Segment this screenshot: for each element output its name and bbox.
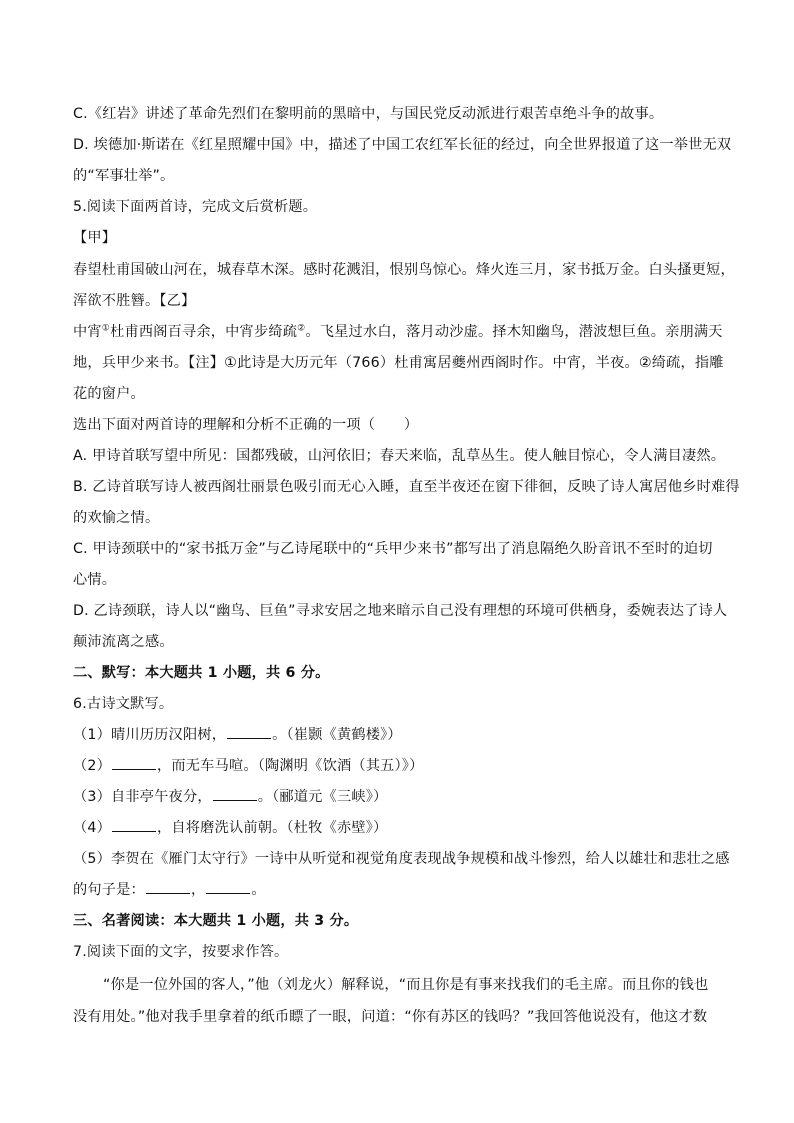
answer-blank[interactable] (227, 725, 271, 739)
answer-blank[interactable] (206, 880, 250, 894)
question-6-heading: 6.古诗文默写。 (73, 696, 174, 712)
answer-blank[interactable] (213, 787, 257, 801)
footnote-mark-1: ① (101, 323, 111, 334)
answer-blank[interactable] (112, 818, 156, 832)
poem-yi-text-b: 杜甫西阁百寻余，中宵步绮疏 (110, 324, 298, 340)
dictation-item-1: （1）晴川历历汉阳树， 。（崔颢《黄鹤楼》） (73, 727, 402, 743)
option-d-red-star-line1: D. 埃德加·斯诺在《红星照耀中国》中，描述了中国工农红军长征的经过，向全世界报道了这一举世无双 (73, 137, 732, 153)
poem-yi-line2: 地，兵甲少来书。【注】①此诗是大历元年（766）杜甫寓居夔州西阁时作。中宵，半夜。②绮疏，指雕 (73, 355, 724, 371)
option-5a: A. 甲诗首联写望中所见：国都残破，山河依旧；春天来临，乱草丛生。使人触目惊心，令人满目凄然。 (73, 448, 726, 464)
dictation-item-5-line2: 的句子是： ， 。 (73, 882, 266, 898)
option-c-hongyan: C.《红岩》讲述了革命先烈们在黎明前的黑暗中，与国民党反动派进行艰苦卓绝斗争的故事。 (73, 106, 664, 122)
option-5d-line2: 颠沛流离之感。 (73, 634, 174, 650)
poem-yi-line3: 花的窗户。 (73, 386, 145, 402)
option-d-red-star-line2: 的“军事壮举”。 (73, 168, 175, 184)
poem-yi-text-c: 。飞星过水白，落月动沙虚。择木知幽鸟，潜波想巨鱼。亲朋满天 (305, 324, 723, 340)
poem-yi-text-a: 中宵 (73, 324, 102, 340)
option-5c-line2: 心情。 (73, 572, 117, 588)
question-5-heading: 5.阅读下面两首诗，完成文后赏析题。 (73, 199, 318, 215)
option-5c-line1: C. 甲诗颈联中的“家书抵万金”与乙诗尾联中的“兵甲少来书”都写出了消息隔绝久盼音讯不至时的迫切 (73, 541, 713, 557)
option-5b-line2: 的欢愉之情。 (73, 510, 160, 526)
option-5d-line1: D. 乙诗颈联，诗人以“幽鸟、巨鱼”寻求安居之地来暗示自己没有理想的环境可供栖身，委婉表达了诗人 (73, 603, 728, 619)
poem-jia-line1: 春望杜甫国破山河在，城春草木深。感时花溅泪，恨别鸟惊心。烽火连三月，家书抵万金。白头搔更短， (73, 262, 735, 278)
poem-jia-line2: 浑欲不胜簪。【乙】 (73, 293, 196, 309)
poem-yi-line1 (73, 322, 723, 342)
dictation-item-4: （4） ，自将磨洗认前朝。（杜牧《赤壁》） (73, 820, 388, 836)
answer-blank[interactable] (112, 756, 156, 770)
answer-blank[interactable] (146, 880, 190, 894)
passage-line2: 没有用处。”他对我手里拿着的纸币瞟了一眼，问道：“你有苏区的钱吗？”我回答他说没有，他这才数 (73, 1009, 708, 1025)
question-5-prompt: 选出下面对两首诗的理解和分析不正确的一项（ ） (73, 417, 419, 433)
section-2-heading: 二、默写：本大题共 1 小题，共 6 分。 (73, 665, 330, 681)
dictation-item-3: （3）自非亭午夜分， 。（郦道元《三峡》） (73, 789, 388, 805)
section-3-heading: 三、名著阅读：本大题共 1 小题，共 3 分。 (73, 913, 359, 929)
passage-line1: “你是一位外国的客人，”他（刘龙火）解释说，“而且你是有事来找我们的毛主席。而且你的钱也 (103, 977, 709, 993)
dictation-item-5-line1: （5）李贺在《雁门太守行》一诗中从听觉和视觉角度表现战争规模和战斗惨烈，给人以雄壮和悲壮之感 (73, 851, 730, 867)
option-5b-line1: B. 乙诗首联写诗人被西阁壮丽景色吸引而无心入睡，直至半夜还在窗下徘徊，反映了诗人寓居他乡时难得 (73, 479, 740, 495)
question-7-heading: 7.阅读下面的文字，按要求作答。 (73, 944, 289, 960)
footnote-mark-2: ② (297, 323, 306, 334)
poem-jia-label: 【甲】 (73, 230, 117, 246)
dictation-item-2: （2） ，而无车马喧。（陶渊明《饮酒（其五）》） (73, 758, 424, 774)
